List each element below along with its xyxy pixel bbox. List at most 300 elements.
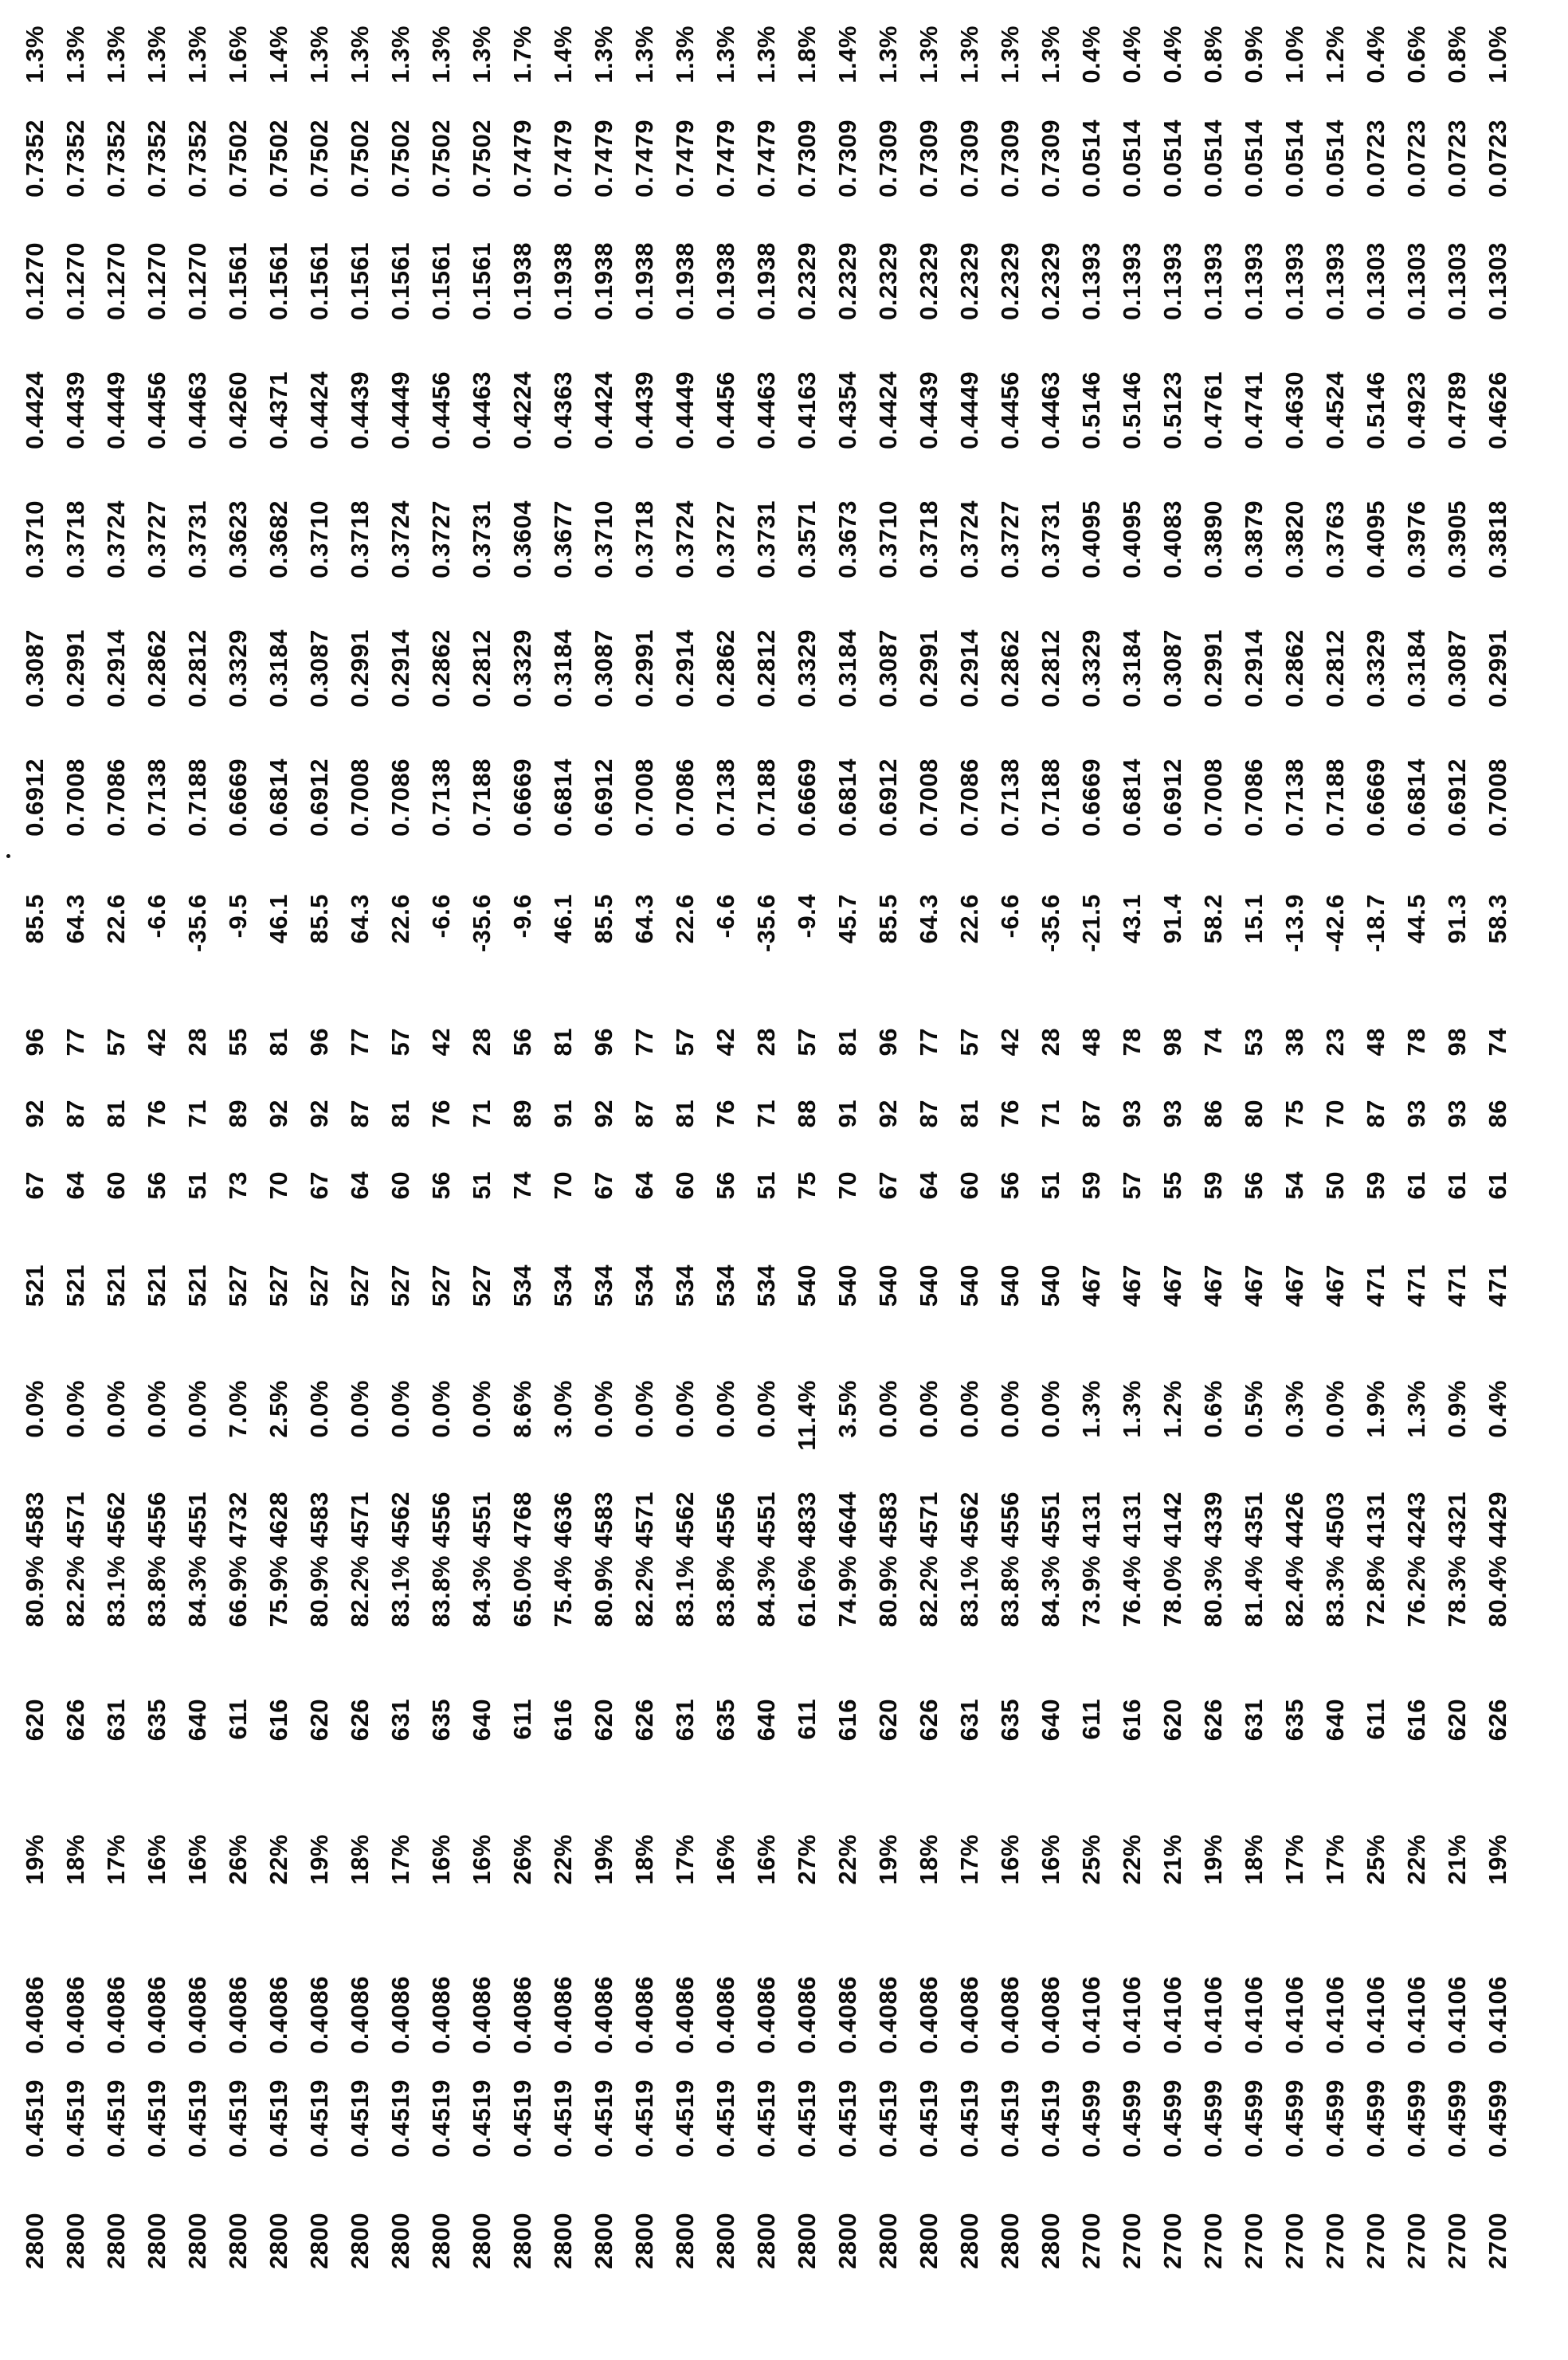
table-cell: 0.4086 [590,1976,617,2054]
table-cell: 22% [1118,1834,1146,1885]
table-cell: 0.0% [143,1380,171,1438]
table-cell: 0.3879 [1240,500,1268,578]
table-cell: 0.7008 [346,759,374,837]
table-cell: 0.4519 [874,2080,902,2158]
table-cell: -9.6 [508,894,536,939]
table-cell: 0.4424 [590,371,617,449]
table-cell: 640 [1037,1699,1064,1742]
table-cell: 0.3184 [265,629,292,708]
table-cell: 0.7008 [1199,759,1227,837]
table-cell: 2800 [1037,2213,1064,2269]
table-cell: 0.1270 [61,242,89,320]
table-cell: 60 [955,1171,983,1200]
table-cell: 16% [1037,1834,1064,1885]
table-cell: -6.6 [711,894,739,939]
table-cell: 75 [1280,1100,1308,1128]
table-row [299,25,339,2360]
table-cell: 1.3% [590,25,617,84]
table-cell: 0.4106 [1280,1976,1308,2054]
table-cell: 1.6% [224,25,252,84]
table-cell: 1.4% [833,25,861,84]
table-cell: 0.1303 [1443,242,1471,320]
table-row [1315,25,1355,2360]
table-cell: 88 [793,1100,821,1128]
table-cell: 1.3% [874,25,902,84]
table-cell: 0.4519 [102,2080,130,2158]
table-cell: 89 [224,1100,252,1128]
table-cell: 4243 [1402,1492,1430,1548]
table-cell: 96 [590,1028,617,1057]
table-row [543,25,583,2360]
table-cell: 521 [143,1264,171,1307]
table-cell: 471 [1362,1264,1390,1307]
table-cell: 534 [630,1264,658,1307]
table-cell: 527 [265,1264,292,1307]
table-cell: 57 [386,1028,414,1057]
table-cell: 3.5% [833,1380,861,1438]
table-cell: -9.4 [793,894,821,939]
table-cell: 0.2991 [915,629,943,708]
table-cell: 55 [1158,1171,1186,1200]
table-cell: 0.3718 [915,500,943,578]
table-cell: 64.3 [61,894,89,944]
table-cell: 616 [265,1699,292,1742]
table-cell: 0.4086 [386,1976,414,2054]
table-cell: 64 [346,1171,374,1200]
table-cell: 0.0% [346,1380,374,1438]
table-cell: 467 [1199,1264,1227,1307]
table-cell: 0.7479 [711,120,739,198]
table-cell: 16% [711,1834,739,1885]
table-cell: 28 [752,1028,780,1057]
table-cell: 76.2% [1402,1555,1430,1628]
table-row [1233,25,1274,2360]
data-table [14,25,1518,2360]
table-cell: 82.2% [346,1555,374,1628]
table-cell: 0.2812 [752,629,780,708]
table-cell: 1.3% [21,25,49,84]
table-cell: 1.2% [1321,25,1349,84]
table-cell: 2800 [590,2213,617,2269]
table-cell: 0.2991 [630,629,658,708]
table-cell: 0.4424 [874,371,902,449]
table-cell: 4551 [752,1492,780,1548]
table-cell: 616 [833,1699,861,1742]
table-cell: 0.7479 [671,120,699,198]
table-row [14,25,55,2360]
table-cell: 467 [1077,1264,1105,1307]
table-cell: 0.0514 [1321,120,1349,198]
table-cell: 4131 [1077,1492,1105,1548]
table-cell: 534 [549,1264,577,1307]
table-cell: 2700 [1199,2213,1227,2269]
table-cell: 0.4371 [265,371,292,449]
table-cell: 3.0% [549,1380,577,1438]
table-cell: 19% [21,1834,49,1885]
table-cell: -18.7 [1362,894,1390,953]
table-cell: 0.4106 [1118,1976,1146,2054]
table-cell: 0.2812 [1321,629,1349,708]
table-cell: -6.6 [427,894,455,939]
table-cell: 626 [915,1699,943,1742]
table-cell: 0.0% [752,1380,780,1438]
table-cell: 0.3604 [508,500,536,578]
table-cell: 0.0% [61,1380,89,1438]
table-cell: 0.3087 [590,629,617,708]
table-cell: 92 [590,1100,617,1128]
table-cell: 0.4086 [1037,1976,1064,2054]
table-cell: 80.4% [1484,1555,1511,1628]
table-cell: 56 [508,1028,536,1057]
table-cell: 0.1270 [183,242,211,320]
table-cell: 87 [346,1100,374,1128]
table-cell: 2700 [1158,2213,1186,2269]
table-cell: 4131 [1118,1492,1146,1548]
table-cell: 4562 [955,1492,983,1548]
table-cell: 2800 [61,2213,89,2269]
table-cell: 0.4599 [1402,2080,1430,2158]
table-cell: 2700 [1484,2213,1511,2269]
table-cell: 0.7479 [630,120,658,198]
table-cell: 80.9% [21,1555,49,1628]
table-cell: 1.0% [1280,25,1308,84]
table-cell: 1.3% [1037,25,1064,84]
table-cell: 0.4519 [793,2080,821,2158]
table-cell: 0.0% [1321,1380,1349,1438]
table-cell: 0.4519 [671,2080,699,2158]
table-cell: 0.4354 [833,371,861,449]
table-cell: 81 [955,1100,983,1128]
table-cell: 83.1% [386,1555,414,1628]
table-cell: 635 [143,1699,171,1742]
table-cell: 0.4086 [468,1976,496,2054]
table-cell: 51 [468,1171,496,1200]
table-cell: -35.6 [752,894,780,953]
table-cell: 0.2991 [346,629,374,708]
table-cell: 76.4% [1118,1555,1146,1628]
table-cell: 71 [1037,1100,1064,1128]
table-cell: 75.9% [265,1555,292,1628]
table-cell: 0.7352 [102,120,130,198]
table-cell: 25% [1362,1834,1390,1885]
table-cell: 89 [508,1100,536,1128]
table-cell: 0.1303 [1484,242,1511,320]
table-cell: 0.4599 [1118,2080,1146,2158]
table-cell: 0.4456 [427,371,455,449]
table-cell: 83.1% [955,1555,983,1628]
table-cell: 0.7502 [468,120,496,198]
table-cell: 0.7008 [61,759,89,837]
table-cell: 0.4439 [630,371,658,449]
table-cell: 467 [1280,1264,1308,1307]
table-cell: 77 [346,1028,374,1057]
table-cell: 56 [711,1171,739,1200]
table-cell: 80 [1240,1100,1268,1128]
table-cell: 0.3682 [265,500,292,578]
table-cell: 80.9% [874,1555,902,1628]
table-cell: 540 [874,1264,902,1307]
table-cell: 1.3% [427,25,455,84]
table-cell: 2800 [468,2213,496,2269]
table-cell: 0.3718 [346,500,374,578]
table-cell: 0.3087 [1443,629,1471,708]
table-cell: 77 [61,1028,89,1057]
table-cell: 19% [305,1834,333,1885]
table-cell: 0.4260 [224,371,252,449]
table-cell: 0.7008 [915,759,943,837]
table-cell: 4583 [305,1492,333,1548]
table-cell: 0.6814 [1402,759,1430,837]
table-cell: 0.4086 [102,1976,130,2054]
table-cell: 0.4519 [21,2080,49,2158]
table-cell: 16% [143,1834,171,1885]
table-cell: 2.5% [265,1380,292,1438]
table-cell: 81 [833,1028,861,1057]
table-cell: 0.6814 [833,759,861,837]
table-cell: 0.0514 [1280,120,1308,198]
table-cell: 0.7008 [1484,759,1511,837]
table-cell: 2800 [427,2213,455,2269]
table-cell: 0.4519 [630,2080,658,2158]
table-cell: 0.4086 [671,1976,699,2054]
table-cell: 616 [1118,1699,1146,1742]
table-cell: 50 [1321,1171,1349,1200]
table-cell: 626 [630,1699,658,1742]
table-cell: 80.3% [1199,1555,1227,1628]
table-cell: 81 [671,1100,699,1128]
table-cell: 17% [1280,1834,1308,1885]
table-cell: 82.4% [1280,1555,1308,1628]
table-cell: 91 [549,1100,577,1128]
table-cell: 0.4519 [468,2080,496,2158]
table-cell: 527 [468,1264,496,1307]
table-cell: 620 [21,1699,49,1742]
table-cell: 0.7309 [915,120,943,198]
table-cell: 83.8% [143,1555,171,1628]
table-cell: 80.9% [590,1555,617,1628]
table-cell: 467 [1158,1264,1186,1307]
table-cell: 467 [1240,1264,1268,1307]
table-cell: 57 [955,1028,983,1057]
table-row [1193,25,1233,2360]
table-cell: 59 [1077,1171,1105,1200]
table-cell: 527 [386,1264,414,1307]
table-cell: 0.0514 [1199,120,1227,198]
table-cell: 0.0723 [1484,120,1511,198]
table-cell: 57 [1118,1171,1146,1200]
table-cell: 0.5146 [1077,371,1105,449]
table-cell: 22.6 [955,894,983,944]
table-cell: 67 [874,1171,902,1200]
table-cell: 82.2% [915,1555,943,1628]
table-cell: 0.4519 [386,2080,414,2158]
table-row [827,25,868,2360]
table-row [1030,25,1071,2360]
table-cell: 0.4086 [996,1976,1024,2054]
table-cell: 0.0% [1037,1380,1064,1438]
table-cell: 0.2991 [61,629,89,708]
table-cell: 17% [386,1834,414,1885]
table-cell: 0.4519 [955,2080,983,2158]
table-cell: 0.3727 [711,500,739,578]
table-cell: 1.3% [1118,1380,1146,1438]
table-cell: 0.2914 [386,629,414,708]
table-cell: 0.9% [1240,25,1268,84]
table-cell: 0.2329 [915,242,943,320]
table-cell: 75 [793,1171,821,1200]
table-cell: 0.6% [1402,25,1430,84]
table-cell: 0.7138 [711,759,739,837]
table-cell: 0.1938 [671,242,699,320]
table-cell: 0.3724 [671,500,699,578]
table-cell: 4571 [915,1492,943,1548]
table-cell: 0.4% [1484,1380,1511,1438]
table-cell: 0.4083 [1158,500,1186,578]
table-cell: 0.0% [915,1380,943,1438]
table-cell: 0.6912 [590,759,617,837]
table-cell: 0.2862 [1280,629,1308,708]
table-cell: 7.0% [224,1380,252,1438]
table-cell: 0.1561 [386,242,414,320]
table-cell: 0.4449 [102,371,130,449]
table-cell: 4768 [508,1492,536,1548]
table-cell: 0.4519 [224,2080,252,2158]
table-row [96,25,136,2360]
table-cell: 0.4519 [590,2080,617,2158]
table-cell: 82.2% [61,1555,89,1628]
table-cell: 11.4% [793,1380,821,1451]
table-cell: 98 [1158,1028,1186,1057]
table-cell: 60 [386,1171,414,1200]
table-cell: 0.3718 [61,500,89,578]
table-cell: 78 [1402,1028,1430,1057]
table-cell: 521 [183,1264,211,1307]
table-cell: 4571 [630,1492,658,1548]
table-cell: 28 [183,1028,211,1057]
table-cell: 0.8% [1443,25,1471,84]
table-cell: 0.4106 [1321,1976,1349,2054]
table-cell: 4562 [671,1492,699,1548]
table-row [868,25,908,2360]
table-cell: 0.1938 [711,242,739,320]
table-cell: 534 [711,1264,739,1307]
table-cell: 0.4086 [346,1976,374,2054]
table-cell: 4583 [874,1492,902,1548]
table-cell: 92 [265,1100,292,1128]
table-cell: 0.3731 [183,500,211,578]
table-cell: 534 [508,1264,536,1307]
table-cell: -35.6 [1037,894,1064,953]
table-cell: 83.3% [1321,1555,1349,1628]
table-cell: 0.0% [590,1380,617,1438]
table-cell: 0.4% [1118,25,1146,84]
table-row [990,25,1030,2360]
table-cell: 0.3710 [590,500,617,578]
table-cell: 0.4086 [265,1976,292,2054]
table-cell: 1.3% [346,25,374,84]
table-cell: 85.5 [305,894,333,944]
table-cell: 92 [21,1100,49,1128]
table-cell: 81.4% [1240,1555,1268,1628]
table-cell: 48 [1077,1028,1105,1057]
table-cell: 0.6669 [793,759,821,837]
table-cell: 4644 [833,1492,861,1548]
table-row [136,25,177,2360]
table-cell: 26% [508,1834,536,1885]
table-cell: 0.7502 [427,120,455,198]
table-row [746,25,786,2360]
table-cell: 81 [102,1100,130,1128]
table-cell: 0.0% [386,1380,414,1438]
table-cell: 48 [1362,1028,1390,1057]
table-cell: 0.5146 [1118,371,1146,449]
table-cell: 0.1561 [305,242,333,320]
table-cell: 0.4456 [996,371,1024,449]
table-cell: 2800 [996,2213,1024,2269]
table-cell: 84.3% [1037,1555,1064,1628]
table-cell: 0.6814 [549,759,577,837]
table-cell: 0.4086 [305,1976,333,2054]
table-cell: 0.7008 [630,759,658,837]
table-cell: 631 [1240,1699,1268,1742]
table-cell: 0.4086 [143,1976,171,2054]
table-cell: 64 [915,1171,943,1200]
table-cell: 2800 [265,2213,292,2269]
table-cell: 0.4524 [1321,371,1349,449]
table-cell: 620 [1443,1699,1471,1742]
table-cell: 611 [508,1699,536,1740]
table-cell: 16% [468,1834,496,1885]
table-cell: 631 [386,1699,414,1742]
table-cell: 0.4086 [183,1976,211,2054]
table-cell: 2800 [508,2213,536,2269]
table-cell: 87 [630,1100,658,1128]
table-cell: 0.4106 [1199,1976,1227,2054]
table-cell: 27% [793,1834,821,1885]
table-cell: 42 [996,1028,1024,1057]
table-cell: 17% [955,1834,983,1885]
table-cell: 91.3 [1443,894,1471,944]
table-cell: 2700 [1321,2213,1349,2269]
table-cell: 0.2862 [427,629,455,708]
table-cell: 0.4449 [386,371,414,449]
table-cell: 0.5123 [1158,371,1186,449]
table-cell: 521 [61,1264,89,1307]
table-cell: 0.3184 [833,629,861,708]
table-cell: 38 [1280,1028,1308,1057]
table-cell: 0.7352 [61,120,89,198]
table-cell: 0.1393 [1240,242,1268,320]
table-cell: 0.7138 [996,759,1024,837]
table-cell: 0.4% [1158,25,1186,84]
table-cell: 640 [752,1699,780,1742]
table-cell: 0.6669 [224,759,252,837]
table-cell: 17% [1321,1834,1349,1885]
table-cell: -35.6 [183,894,211,953]
table-cell: 0.2991 [1199,629,1227,708]
table-cell: 0.1303 [1402,242,1430,320]
table-cell: 0.4439 [346,371,374,449]
table-cell: 635 [996,1699,1024,1742]
table-row [1355,25,1396,2360]
table-cell: 0.4086 [630,1976,658,2054]
table-cell: 1.3% [183,25,211,84]
table-cell: 534 [671,1264,699,1307]
table-cell: 1.7% [508,25,536,84]
table-cell: 0.7352 [183,120,211,198]
table-cell: 0.3329 [1077,629,1105,708]
table-cell: 0.7352 [143,120,171,198]
